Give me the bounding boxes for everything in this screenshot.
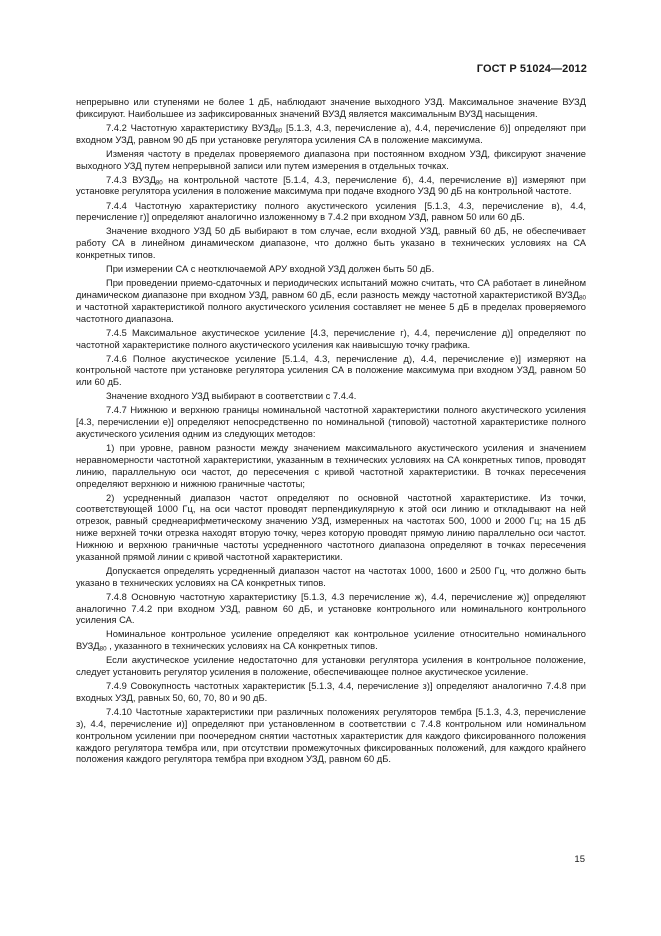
paragraph-text: При измерении СА с неотключаемой АРУ входной УЗД должен быть 50 дБ. <box>106 264 435 275</box>
paragraph-text: 7.4.8 Основную частотную характеристику [5.1.3, 4.3 перечисление ж), 4.4, перечисление ж)] определяют аналогично 7.4.2 при входном УЗД, равном 60 дБ, и установке контрольного или номинального контрольного усиления СА. <box>76 591 586 626</box>
paragraph-text: Если акустическое усиление недостаточно для установки регулятора усиления в контрольное положение, следует установить регулятор усиления в положение, обеспечивающее полное акустическое усиление. <box>76 655 586 678</box>
paragraph <box>76 264 586 276</box>
paragraph-text: 2) усредненный диапазон частот определяют по основной частотной характеристике. Из точки, соответствующей 1000 Гц, на оси частот проводят перпендикулярную к этой оси линию и откладывают на ней отрезок, равный среднеарифметическому значению УЗД, измеренных на частотах 500, 1000 и 2000 Гц; на 15 дБ ниже верхней точки отрезка находят вторую точку, через которую проводят прямую линию параллельно оси частот. Нижнюю и верхнюю граничные частоты усредненного частотного диапазона определяют в точках пересечения указанной прямой линии с кривой частотной характеристики. <box>76 492 586 562</box>
subscript: 80 <box>275 127 283 135</box>
paragraph <box>76 405 586 441</box>
page-number: 15 <box>574 854 585 865</box>
paragraph-text: Изменяя частоту в пределах проверяемого диапазона при постоянном входном УЗД, фиксируют значение выходного УЗД путем непрерывной записи или путем измерения в отдельных точках. <box>76 148 586 171</box>
paragraph-text: 7.4.2 Частотную характеристику ВУЗД <box>106 122 276 133</box>
body-text <box>76 97 586 768</box>
paragraph <box>76 592 586 628</box>
paragraph <box>76 443 586 490</box>
paragraph <box>76 328 586 352</box>
paragraph <box>76 629 586 653</box>
subscript: 80 <box>155 179 163 187</box>
paragraph-text: непрерывно или ступенями не более 1 дБ, наблюдают значение выходного УЗД. Максимальное значение ВУЗД фиксируют. Наибольшее из зафиксированных значений ВУЗД является максимальным ВУЗД насыщения. <box>76 97 586 119</box>
paragraph <box>76 201 586 225</box>
paragraph-text: , указанного в технических условиях на СА конкретных типов. <box>109 641 378 652</box>
paragraph <box>76 175 586 199</box>
paragraph-text: 7.4.7 Нижнюю и верхнюю границы номинальной частотной характеристики полного акустического усиления [4.3, перечислении е)] определяют непосредственно по номинальной (типовой) частотной характеристике полного акустического усиления одним из следующих методов: <box>76 405 586 439</box>
paragraph-text: Значение входного УЗД выбирают в соответствии с 7.4.4. <box>106 391 357 402</box>
paragraph <box>76 354 586 390</box>
paragraph-text: и частотной характеристикой полного акустического усиления составляет не менее 5 дБ в пределах проверяемого частотного диапазона. <box>76 301 586 324</box>
paragraph <box>76 226 586 262</box>
paragraph-text: 7.4.3 ВУЗД <box>106 174 156 185</box>
paragraph-text: 7.4.9 Совокупность частотных характеристик [5.1.3, 4.4, перечисление з)] определяют аналогично 7.4.8 при входных УЗД, равных 50, 60, 70, 80 и 90 дБ. <box>76 681 586 704</box>
paragraph-text: Номинальное контрольное усиление определяют как контрольное усиление относительно номинального ВУЗД <box>76 629 586 652</box>
paragraph-text: 1) при уровне, равном разности между значением максимального акустического усиления и значением неравномерности частотной характеристики, указанным в технических условиях на СА конкретных типов, проводят линию, параллельную оси частот, до пересечения с кривой частотной характеристики. В точках пересечения определяют верхнюю и нижнюю граничные частоты; <box>76 443 586 489</box>
paragraph-text: [5.1.3, 4.3, перечисление а), 4.4, перечисление б)] определяют при входном УЗД, равном 90 дБ при установке регулятора усиления СА в положение максимума. <box>76 122 586 145</box>
subscript: 80 <box>99 645 107 653</box>
paragraph-text: 7.4.4 Частотную характеристику полного акустического усиления [5.1.3, 4.3, перечисление в), 4.4, перечисление г)] определяют аналогично изложенному в 7.4.2 при входном УЗД, равном 50 или 60 дБ. <box>76 200 586 223</box>
paragraph <box>76 97 586 121</box>
document-code-header: ГОСТ Р 51024—2012 <box>476 63 587 75</box>
paragraph-text: Значение входного УЗД 50 дБ выбирают в том случае, если входной УЗД, равный 60 дБ, не обеспечивает работу СА в линейном динамическом диапазоне, что должно быть указано в технических условиях на СА конкретных типов. <box>76 226 586 261</box>
paragraph-text: 7.4.10 Частотные характеристики при различных положениях регуляторов тембра [5.1.3, 4.3, перечисление з), 4.4, перечисление и)] определяют при установленном в соответствии с 7.4.8 контрольном или номинальном контрольном усилении при поочередном снятии частотных характеристик для каждого фиксированного положения каждого регулятора тембра или, при отсутствии промежуточных фиксированных положений, для каждого крайнего положения каждого регулятора тембра при входном УЗД, равном 60 дБ. <box>76 707 586 765</box>
paragraph <box>76 278 586 325</box>
paragraph <box>76 681 586 705</box>
subscript: 80 <box>579 294 586 302</box>
paragraph-text: При проведении приемо-сдаточных и периодических испытаний можно считать, что СА работает в линейном динамическом диапазоне при входном УЗД, равном 60 дБ, если разность между частотной характеристикой ВУЗД <box>76 278 586 300</box>
paragraph-text: 7.4.5 Максимальное акустическое усиление [4.3, перечисление г), 4.4, перечисление д)] определяют по частотной характеристике полного акустического усиления как наивысшую точку графика. <box>76 327 586 350</box>
paragraph <box>76 655 586 679</box>
paragraph-text: на контрольной частоте [5.1.4, 4.3, перечисление б), 4.4, перечисление в)] измеряют при установке регулятора усиления в положение максимума при подаче входного УЗД 90 дБ на контрольной частоте. <box>76 174 586 197</box>
paragraph <box>76 707 586 766</box>
paragraph-text: 7.4.6 Полное акустическое усиление [5.1.4, 4.3, перечисление д), 4.4, перечисление е)] измеряют на контрольной частоте при установке регулятора усиления СА в положение максимума при входном УЗД, равном 50 или 60 дБ. <box>76 353 586 388</box>
paragraph-text: Допускается определять усредненный диапазон частот на частотах 1000, 1600 и 2500 Гц, что должно быть указано в технических условиях на СА конкретных типов. <box>76 565 586 588</box>
paragraph <box>76 123 586 147</box>
paragraph <box>76 493 586 564</box>
paragraph <box>76 391 586 403</box>
paragraph <box>76 566 586 590</box>
paragraph <box>76 149 586 173</box>
